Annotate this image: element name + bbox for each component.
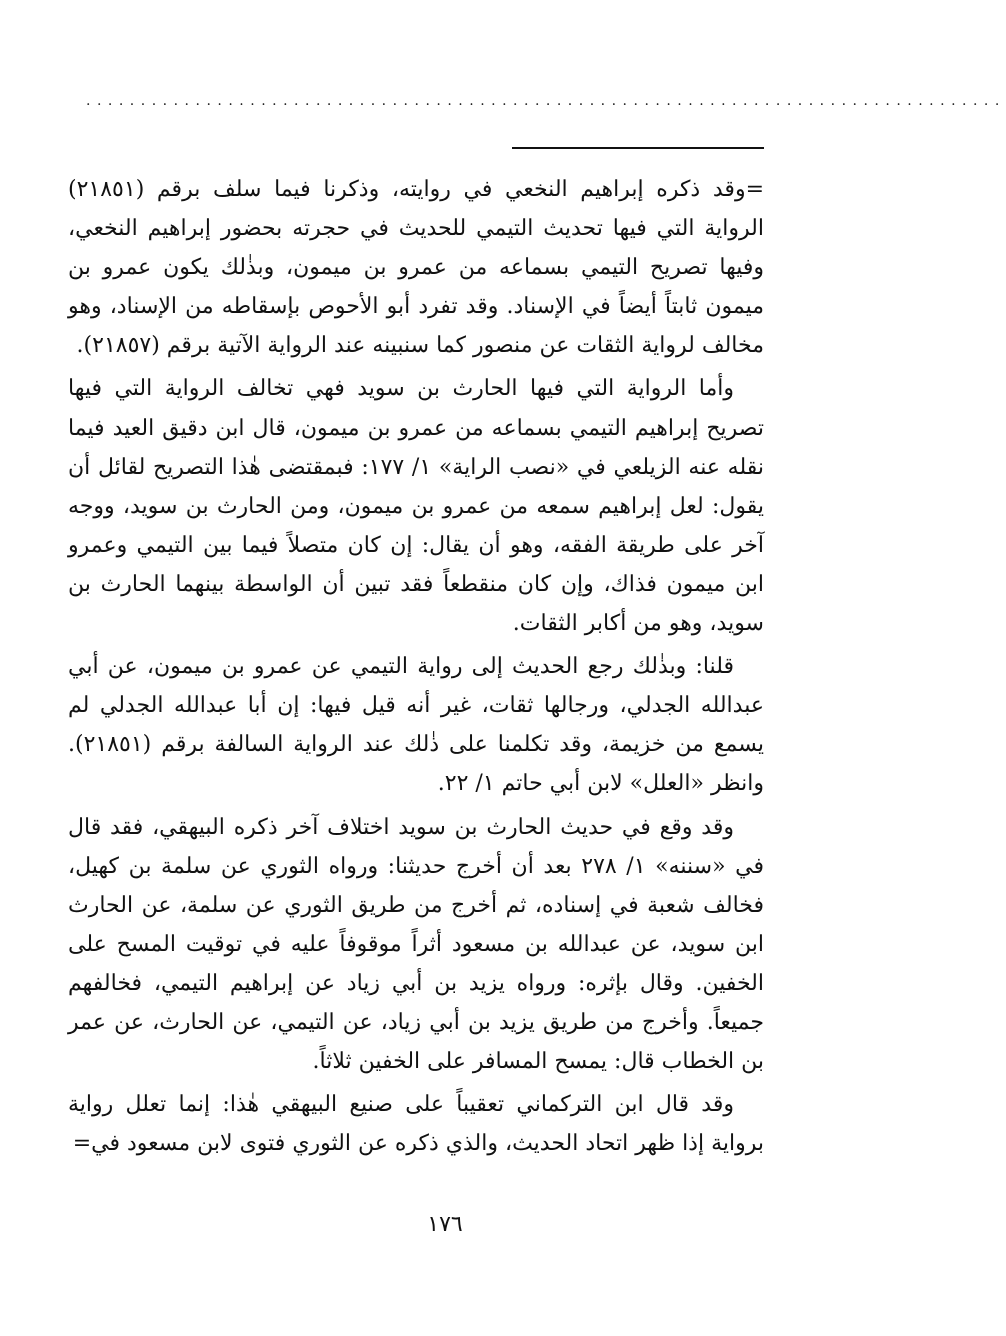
page-number: ١٧٦: [427, 1212, 463, 1237]
paragraph-4: وقد وقع في حديث الحارث بن سويد اختلاف آخر ذكره البيهقي، فقد قال في «سننه» ١/ ٢٧٨ بعد أن أخرج حديثنا: ورواه الثوري عن سلمة بن كهيل، فخالف شعبة في إسناده، ثم أخرج من طريق الثوري عن سلمة، عن الحارث ابن سويد، عن عبدالله بن مسعود أثراً موقوفاً عليه في توقيت المسح على الخفين. وقال بإثره: ورواه يزيد بن أبي زياد عن إبراهيم التيمي، فخالفهم جميعاً. وأخرج من طريق يزيد بن أبي زياد، عن التيمي، عن الحارث، عن عمر بن الخطاب قال: يمسح المسافر على الخفين ثلاثاً.: [68, 814, 764, 1075]
paragraph-5: وقد قال ابن التركماني تعقيباً على صنيع البيهقي هٰذا: إنما تعلل رواية برواية إذا ظهر اتحاد الحديث، والذي ذكره عن الثوري فتوى لابن مسعود في=: [68, 1092, 764, 1157]
header-dotted-line: ....................................................................................: [86, 93, 1006, 109]
footnote-body: [68, 170, 764, 1167]
footnote-separator-rule: [512, 147, 764, 149]
paragraph-1: =وقد ذكره إبراهيم النخعي في روايته، وذكرنا فيما سلف برقم (٢١٨٥١) الرواية التي فيها تحديث التيمي للحديث في حجرته بحضور إبراهيم النخعي، وفيها تصريح التيمي بسماعه من عمرو بن ميمون، وبذٰلك يكون عمرو بن ميمون ثابتاً أيضاً في الإسناد. وقد تفرد أبو الأحوص بإسقاطه من الإسناد، وهو مخالف لرواية الثقات عن منصور كما سنبينه عند الرواية الآتية برقم (٢١٨٥٧).: [68, 177, 764, 359]
paragraph-2: وأما الرواية التي فيها الحارث بن سويد فهي تخالف الرواية التي فيها تصريح إبراهيم التيمي بسماعه من عمرو بن ميمون، قال ابن دقيق العيد فيما نقله عنه الزيلعي في «نصب الراية» ١/ ١٧٧: فبمقتضى هٰذا التصريح لقائل أن يقول: لعل إبراهيم سمعه من عمرو بن ميمون، ومن الحارث بن سويد، ووجه آخر على طريقة الفقه، وهو أن يقال: إن كان متصلاً فيما بين التيمي وعمرو ابن ميمون فذاك، وإن كان منقطعاً فقد تبين أن الواسطة بينهما الحارث بن سويد، وهو من أكابر الثقات.: [68, 376, 765, 637]
paragraph-3: قلنا: وبذٰلك رجع الحديث إلى رواية التيمي عن عمرو بن ميمون، عن أبي عبدالله الجدلي، ورجالها ثقات، غير أنه قيل فيها: إن أبا عبدالله الجدلي لم يسمع من خزيمة، وقد تكلمنا على ذٰلك عند الرواية السالفة برقم (٢١٨٥١). وانظر «العلل» لابن أبي حاتم ١/ ٢٢.: [68, 654, 764, 797]
